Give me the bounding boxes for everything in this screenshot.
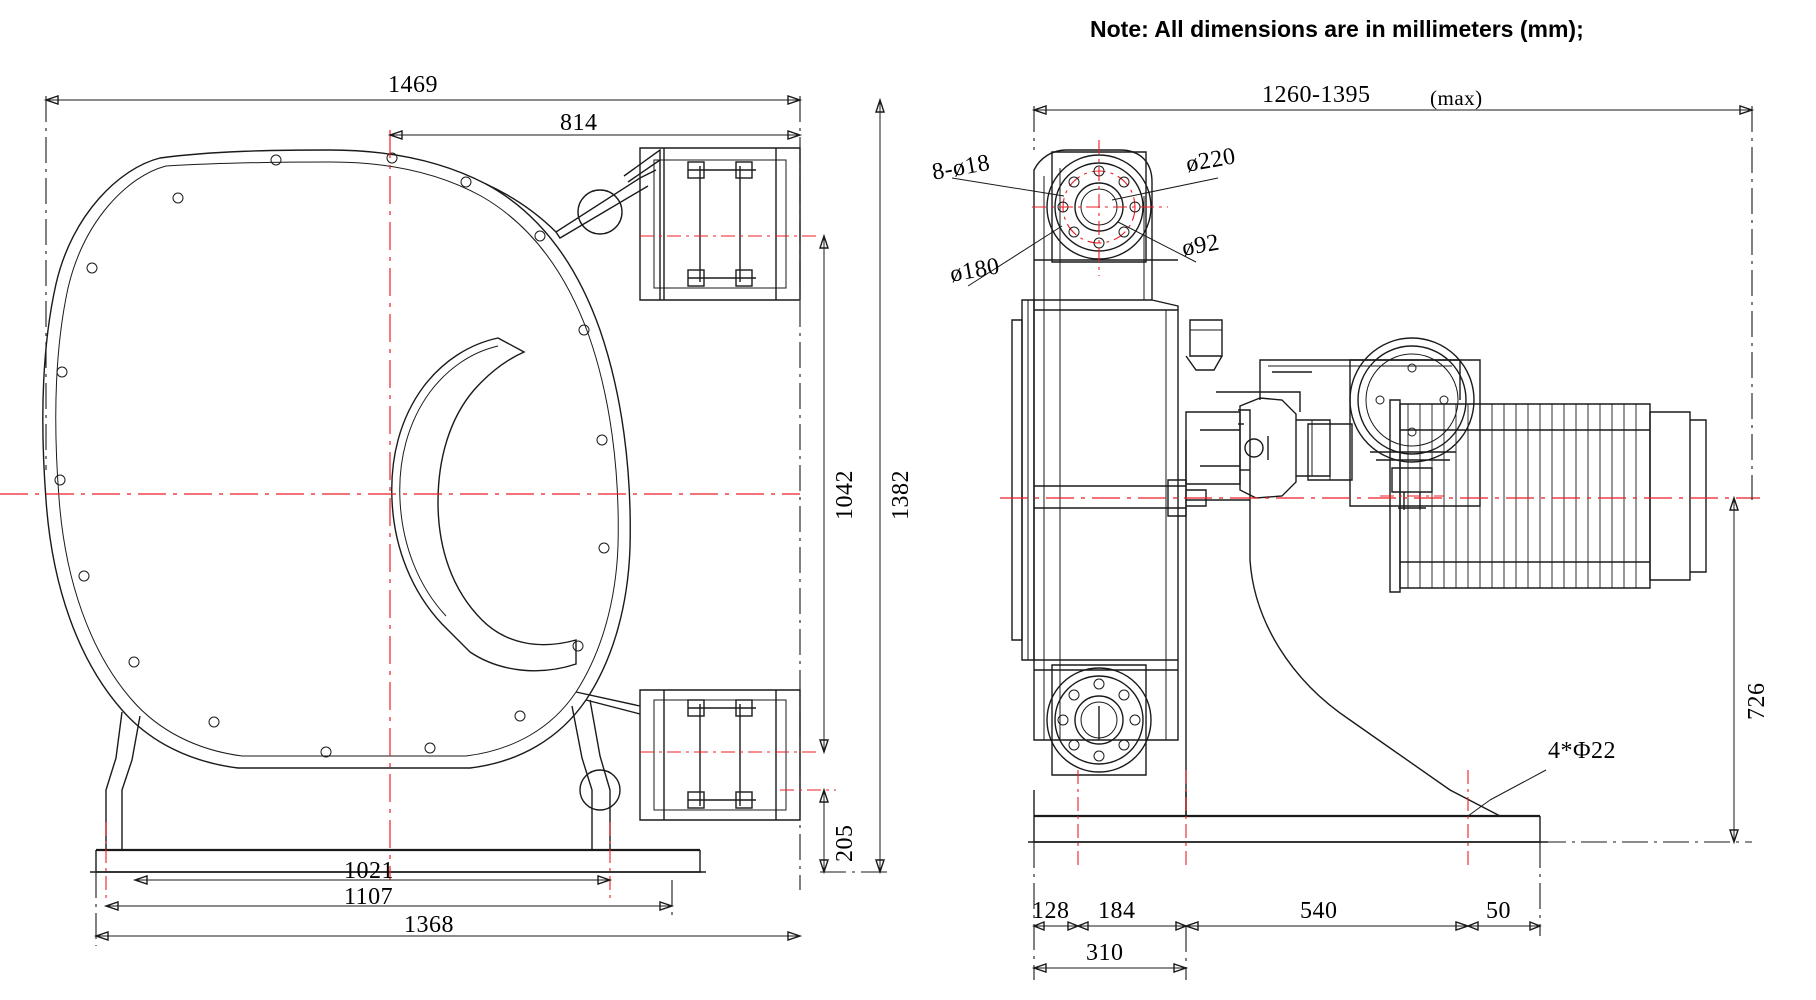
dim-base-hole-spacing-1021: 1021 (344, 858, 394, 884)
dim-outlet-center-height: 1042 (832, 470, 858, 520)
units-note: Note: All dimensions are in millimeters (mm); (1090, 16, 1584, 42)
dim-flange-outer-diameter: ø220 (1184, 143, 1238, 178)
dim-overall-depth-qualifier: (max) (1430, 86, 1483, 110)
dim-shaft-center-height: 726 (1744, 682, 1770, 720)
dim-base-hole-spacing-1107: 1107 (344, 884, 394, 910)
dim-overall-width: 1469 (388, 72, 438, 98)
dim-shaft-offset-width: 814 (560, 110, 598, 136)
dim-bolt-pattern: 8-ø18 (930, 149, 993, 186)
dim-base-128: 128 (1032, 898, 1070, 924)
dim-base-310: 310 (1086, 940, 1124, 966)
dim-overall-height: 1382 (888, 470, 914, 520)
dim-base-overall-length: 1368 (404, 912, 454, 938)
dim-base-184: 184 (1098, 898, 1136, 924)
dim-base-50: 50 (1486, 898, 1511, 924)
dim-base-540: 540 (1300, 898, 1338, 924)
dim-bore-diameter: ø92 (1180, 229, 1222, 262)
dim-bolt-circle-diameter: ø180 (948, 253, 1002, 288)
dim-base-mounting-holes: 4*Φ22 (1548, 738, 1617, 764)
dim-overall-depth-range: 1260-1395 (1262, 82, 1371, 108)
dim-lower-outlet-height: 205 (832, 824, 858, 862)
